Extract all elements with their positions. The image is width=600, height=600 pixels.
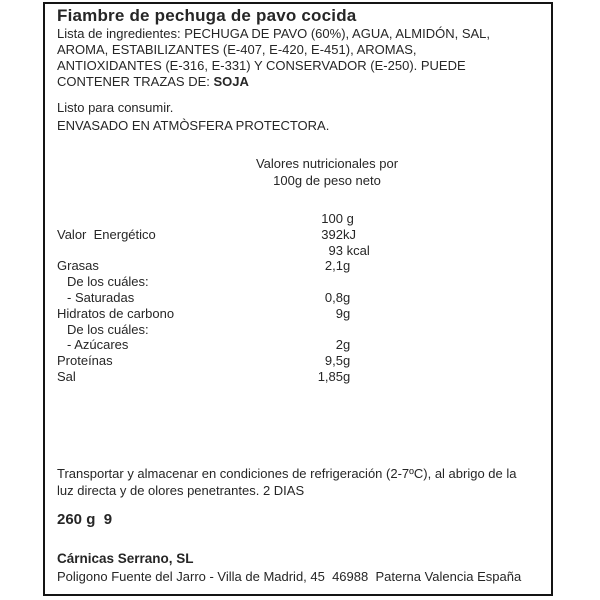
table-row: [57, 243, 543, 259]
consumption-info: [57, 99, 329, 134]
nutrient-name: Sal: [57, 368, 76, 384]
nutrient-name: De los cuáles:: [67, 321, 149, 337]
producer-address: Poligono Fuente del Jarro - Villa de Madrid, 45 46988 Paterna Valencia España: [57, 569, 522, 584]
nutrient-name: De los cuáles:: [67, 274, 149, 290]
nutrient-value: 392: [321, 226, 343, 242]
table-row: [57, 211, 543, 227]
net-weight: 260 g 9: [57, 511, 113, 528]
packaging-text: ENVASADO EN ATMÒSFERA PROTECTORA.: [57, 117, 330, 133]
nutrient-unit: g: [343, 305, 351, 321]
ready-to-eat-text: Listo para consumir.: [57, 100, 174, 115]
nutrient-name: Hidratos de carbono: [57, 305, 175, 321]
nutrient-unit: kcal: [343, 242, 370, 258]
nutrient-value: 0,8: [324, 289, 343, 305]
product-title: Fiambre de pechuga de pavo cocida: [57, 6, 357, 25]
nutrient-unit: g: [343, 258, 351, 274]
storage-instructions-line: luz directa y de olores penetrantes. 2 DIAS: [57, 483, 305, 498]
ingredients-line: Lista de ingredientes: PECHUGA DE PAVO (60%), AGUA, ALMIDÓN, SAL,: [57, 26, 491, 41]
table-row: [57, 258, 543, 274]
table-row: [57, 290, 543, 306]
table-row: [57, 369, 543, 385]
nutrient-name: Valor Energético: [57, 226, 156, 242]
nutrient-name: Proteínas: [57, 353, 113, 369]
table-row: [57, 337, 543, 353]
allergen-name: SOJA: [213, 74, 249, 89]
nutrient-unit: g: [343, 353, 351, 369]
nutrient-name: - Saturadas: [67, 289, 135, 305]
nutrition-header-line: Valores nutricionales por: [255, 156, 399, 171]
nutrient-unit: g: [343, 211, 354, 226]
nutrient-unit: g: [343, 337, 351, 353]
producer-name: Cárnicas Serrano, SL: [57, 551, 194, 566]
ingredients-line: [57, 74, 543, 90]
storage-instructions: [57, 465, 543, 499]
nutrient-value: 2: [335, 337, 343, 353]
nutrient-value: 9,5: [324, 353, 343, 369]
ingredients-list: [57, 26, 543, 90]
table-row: [57, 353, 543, 369]
nutrient-unit: g: [343, 368, 351, 384]
nutrient-name: Grasas: [57, 258, 99, 274]
ingredients-line: AROMA, ESTABILIZANTES (E-407, E-420, E-451), AROMAS,: [57, 42, 417, 57]
table-row: [57, 227, 543, 243]
nutrient-unit: g: [343, 289, 351, 305]
traces-prefix: CONTENER TRAZAS DE:: [57, 74, 214, 89]
nutrient-value: 9: [335, 305, 343, 321]
table-row: [57, 322, 543, 338]
nutrient-value: 1,85: [317, 368, 343, 384]
nutrient-value: 93: [328, 242, 343, 258]
ingredients-line: ANTIOXIDANTES (E-316, E-331) Y CONSERVADOR (E-250). PUEDE: [57, 58, 466, 73]
nutrient-value: 2,1: [324, 258, 343, 274]
table-row: [57, 306, 543, 322]
storage-instructions-line: Transportar y almacenar en condiciones de refrigeración (2-7ºC), al abrigo de la: [57, 466, 517, 481]
table-row: [57, 274, 543, 290]
nutrition-table: [57, 211, 543, 385]
nutrition-header-line: 100g de peso neto: [273, 173, 381, 188]
nutrient-value: 100: [321, 211, 343, 226]
nutrient-name: - Azúcares: [67, 337, 129, 353]
product-label: [43, 2, 553, 596]
nutrition-header: [237, 155, 417, 189]
nutrient-unit: kJ: [343, 226, 356, 242]
